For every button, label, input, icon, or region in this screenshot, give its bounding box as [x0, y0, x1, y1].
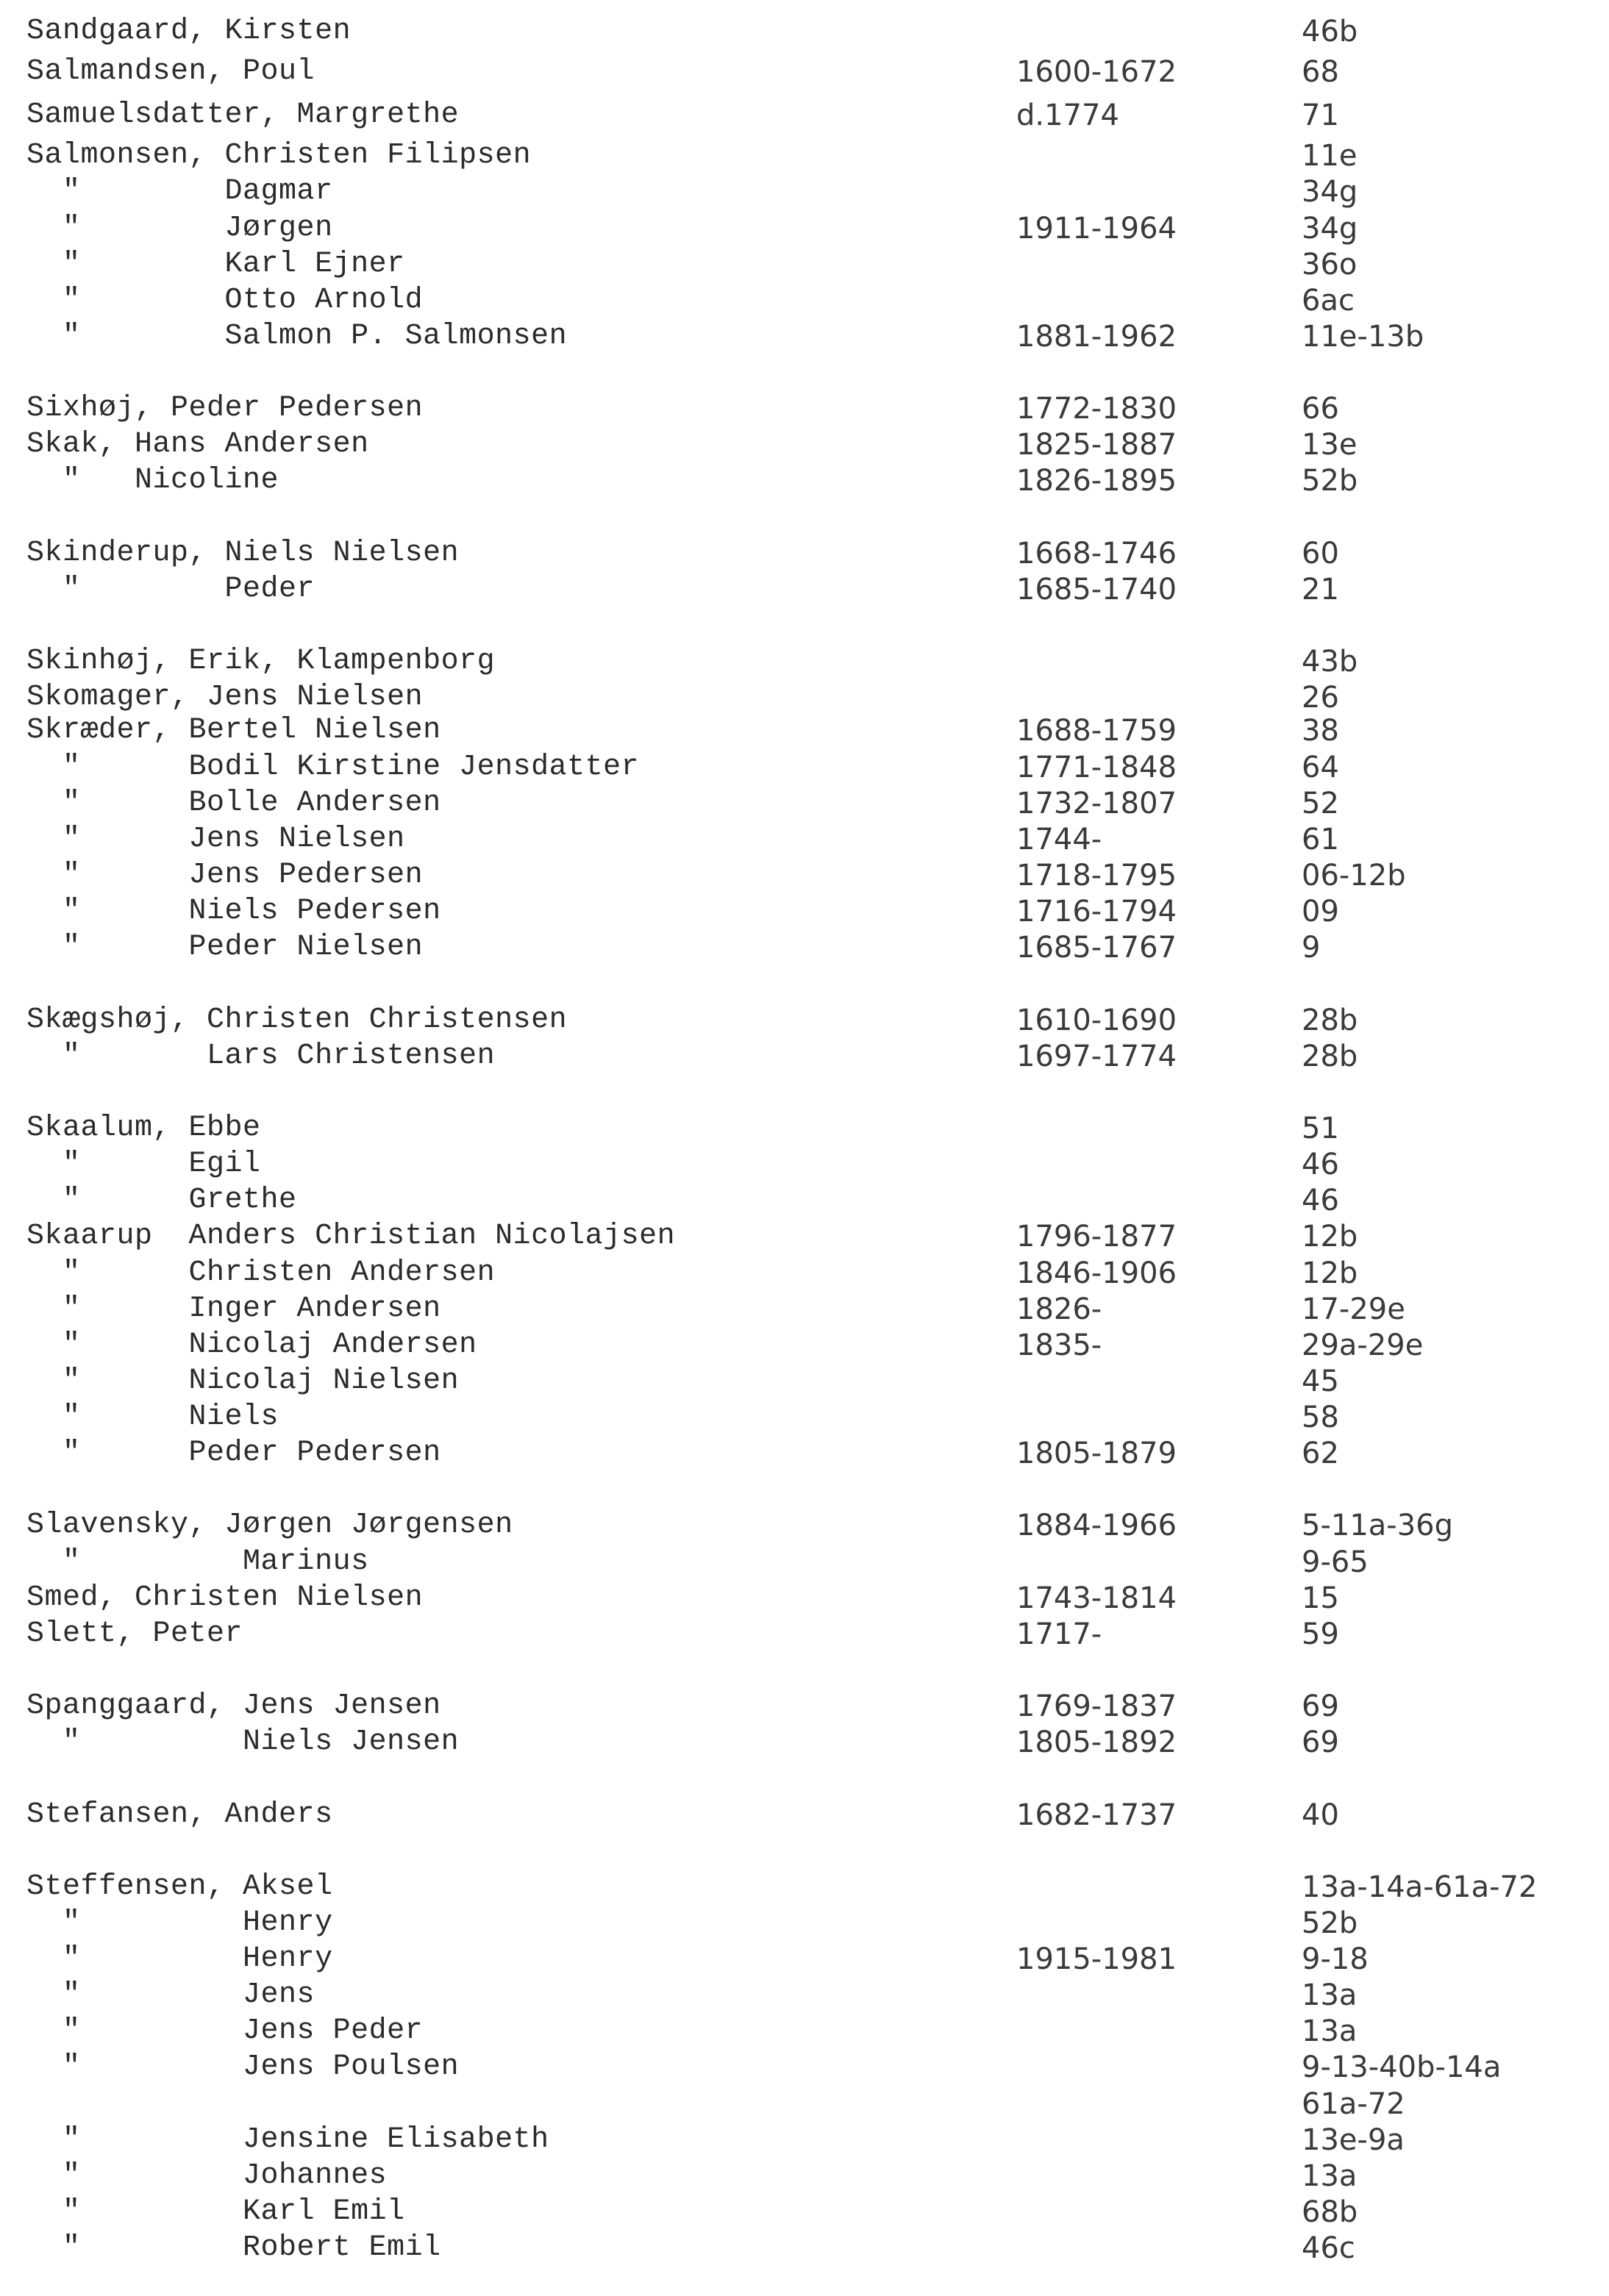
entry-name: " Niels — [26, 1401, 279, 1434]
entry-pages: 61 — [1302, 823, 1339, 856]
entry-pages: 38 — [1302, 714, 1339, 748]
index-row — [0, 1110, 1609, 1147]
entry-pages: 9-65 — [1302, 1545, 1369, 1579]
entry-pages: 17-29e — [1302, 1292, 1405, 1326]
entry-name: " Jensine Elisabeth — [26, 2123, 549, 2156]
entry-pages: 46b — [1302, 15, 1358, 49]
entry-name: " Niels Pedersen — [26, 895, 441, 928]
entry-name: Steffensen, Aksel — [26, 1870, 333, 1903]
index-row — [0, 1941, 1609, 1978]
entry-name: Stefansen, Anders — [26, 1798, 333, 1831]
entry-name: " Peder Pedersen — [26, 1437, 441, 1470]
entry-name: " Marinus — [26, 1545, 369, 1578]
entry-years: 1881-1962 — [1016, 320, 1177, 354]
entry-years: 1668-1746 — [1016, 537, 1177, 571]
entry-name: " Inger Andersen — [26, 1292, 441, 1326]
entry-pages: 29a-29e — [1302, 1328, 1424, 1362]
index-row — [0, 1580, 1609, 1617]
entry-name: " Grethe — [26, 1184, 297, 1217]
entry-pages: 34g — [1302, 175, 1358, 209]
index-row — [0, 1291, 1609, 1328]
entry-pages: 52b — [1302, 464, 1358, 498]
index-row — [0, 2013, 1609, 2050]
entry-name: Skinhøj, Erik, Klampenborg — [26, 645, 496, 678]
entry-name: Skræder, Bertel Nielsen — [26, 714, 441, 747]
entry-name: " Henry — [26, 1942, 333, 1975]
index-row — [0, 13, 1609, 50]
entry-name: Skaalum, Ebbe — [26, 1112, 261, 1145]
index-row — [0, 2049, 1609, 2086]
entry-pages: 68b — [1302, 2195, 1358, 2229]
entry-name: " Johannes — [26, 2159, 388, 2192]
index-row — [0, 785, 1609, 822]
entry-name: " Otto Arnold — [26, 284, 424, 317]
entry-pages: 46 — [1302, 1148, 1339, 1181]
entry-name: " Jens Nielsen — [26, 823, 405, 856]
entry-name: Salmandsen, Poul — [26, 55, 315, 88]
index-row — [0, 137, 1609, 174]
index-row — [0, 1038, 1609, 1075]
entry-pages: 62 — [1302, 1437, 1339, 1470]
entry-name: " Karl Ejner — [26, 248, 405, 281]
entry-name: " Salmon P. Salmonsen — [26, 320, 568, 353]
entry-pages: 9-18 — [1302, 1942, 1369, 1976]
entry-pages: 28b — [1302, 1040, 1358, 1073]
index-row — [0, 679, 1609, 716]
entry-pages: 26 — [1302, 681, 1339, 715]
entry-years: 1697-1774 — [1016, 1040, 1177, 1073]
entry-pages: 68 — [1302, 55, 1339, 89]
entry-pages: 6ac — [1302, 284, 1355, 318]
index-row — [0, 1399, 1609, 1436]
entry-years: 1771-1848 — [1016, 751, 1177, 784]
entry-pages: 9-13-40b-14a — [1302, 2050, 1502, 2084]
entry-pages: 61a-72 — [1302, 2087, 1405, 2121]
entry-years: 1825-1887 — [1016, 428, 1177, 462]
index-row — [0, 1146, 1609, 1183]
entry-pages: 11e-13b — [1302, 320, 1424, 354]
entry-years: 1884-1966 — [1016, 1509, 1177, 1542]
entry-pages: 69 — [1302, 1689, 1339, 1723]
entry-pages: 46c — [1302, 2231, 1355, 2265]
entry-name: Skak, Hans Andersen — [26, 428, 369, 461]
index-row — [0, 643, 1609, 680]
entry-pages: 64 — [1302, 751, 1339, 784]
index-row — [0, 97, 1609, 134]
index-row — [0, 2122, 1609, 2159]
index-row — [0, 929, 1609, 966]
entry-name: " Karl Emil — [26, 2195, 405, 2228]
entry-pages: 13a — [1302, 1978, 1358, 2012]
entry-pages: 45 — [1302, 1365, 1339, 1398]
entry-pages: 12b — [1302, 1256, 1358, 1290]
entry-years: 1743-1814 — [1016, 1581, 1177, 1615]
entry-name: Skomager, Jens Nielsen — [26, 681, 424, 714]
index-row — [0, 1977, 1609, 2014]
entry-years: 1716-1794 — [1016, 895, 1177, 929]
entry-name: " Dagmar — [26, 175, 333, 208]
entry-pages: 5-11a-36g — [1302, 1509, 1454, 1542]
entry-name: Slett, Peter — [26, 1617, 243, 1651]
entry-name: " Lars Christensen — [26, 1040, 496, 1073]
entry-pages: 13e-9a — [1302, 2123, 1405, 2157]
index-row — [0, 426, 1609, 463]
entry-name: " Jens Pedersen — [26, 859, 424, 892]
entry-years: 1911-1964 — [1016, 212, 1177, 246]
entry-name: " Nicolaj Andersen — [26, 1328, 477, 1362]
index-row — [0, 390, 1609, 427]
entry-name: " Peder Nielsen — [26, 931, 424, 964]
entry-years: 1685-1767 — [1016, 931, 1177, 965]
entry-name: Slavensky, Jørgen Jørgensen — [26, 1509, 513, 1542]
entry-years: 1915-1981 — [1016, 1942, 1177, 1976]
entry-pages: 13a-14a-61a-72 — [1302, 1870, 1538, 1904]
entry-years: 1688-1759 — [1016, 714, 1177, 748]
entry-pages: 52b — [1302, 1906, 1358, 1940]
entry-name: " Robert Emil — [26, 2231, 441, 2264]
index-row — [0, 1724, 1609, 1761]
index-row — [0, 210, 1609, 247]
entry-name: " Jens — [26, 1978, 315, 2011]
entry-pages: 43b — [1302, 645, 1358, 679]
entry-years: d.1774 — [1016, 99, 1119, 132]
entry-pages: 15 — [1302, 1581, 1339, 1615]
entry-name: Salmonsen, Christen Filipsen — [26, 139, 532, 172]
entry-name: " Jens Peder — [26, 2014, 424, 2048]
index-row — [0, 1797, 1609, 1834]
entry-years: 1610-1690 — [1016, 1004, 1177, 1037]
index-row — [0, 1182, 1609, 1219]
entry-years: 1826-1895 — [1016, 464, 1177, 498]
index-row — [0, 2158, 1609, 2195]
entry-name: Sixhøj, Peder Pedersen — [26, 392, 424, 425]
entry-pages: 36o — [1302, 248, 1358, 282]
entry-pages: 09 — [1302, 895, 1339, 929]
index-row — [0, 1218, 1609, 1255]
entry-pages: 58 — [1302, 1401, 1339, 1434]
entry-name: " Bolle Andersen — [26, 787, 441, 820]
entry-pages: 71 — [1302, 99, 1339, 132]
entry-pages: 13a — [1302, 2014, 1358, 2048]
index-row — [0, 893, 1609, 930]
entry-years: 1796-1877 — [1016, 1220, 1177, 1253]
index-row — [0, 1327, 1609, 1364]
index-row — [0, 1544, 1609, 1581]
entry-years: 1685-1740 — [1016, 573, 1177, 607]
entry-pages: 60 — [1302, 537, 1339, 571]
index-row — [0, 712, 1609, 749]
entry-pages: 21 — [1302, 573, 1339, 607]
entry-name: " Henry — [26, 1906, 333, 1939]
entry-name: " Bodil Kirstine Jensdatter — [26, 751, 640, 784]
index-row — [0, 2086, 1609, 2122]
entry-pages: 11e — [1302, 139, 1358, 173]
index-row — [0, 1688, 1609, 1725]
entry-name: " Egil — [26, 1148, 261, 1181]
entry-name: " Nicolaj Nielsen — [26, 1365, 460, 1398]
entry-pages: 46 — [1302, 1184, 1339, 1217]
entry-years: 1805-1879 — [1016, 1437, 1177, 1470]
entry-years: 1826- — [1016, 1292, 1102, 1326]
index-row — [0, 749, 1609, 786]
index-row — [0, 1869, 1609, 1906]
entry-years: 1732-1807 — [1016, 787, 1177, 820]
index-row — [0, 174, 1609, 210]
entry-years: 1600-1672 — [1016, 55, 1177, 89]
index-row — [0, 571, 1609, 608]
entry-name: " Jens Poulsen — [26, 2050, 460, 2084]
entry-pages: 69 — [1302, 1725, 1339, 1759]
entry-pages: 9 — [1302, 931, 1321, 965]
index-row — [0, 1507, 1609, 1544]
entry-name: " Niels Jensen — [26, 1725, 460, 1759]
index-row — [0, 2230, 1609, 2267]
entry-years: 1846-1906 — [1016, 1256, 1177, 1290]
index-row — [0, 462, 1609, 499]
index-row — [0, 1616, 1609, 1653]
index-row — [0, 1435, 1609, 1472]
index-row — [0, 246, 1609, 283]
entry-years: 1682-1737 — [1016, 1798, 1177, 1832]
entry-name: Skinderup, Niels Nielsen — [26, 537, 460, 570]
entry-name: " Jørgen — [26, 212, 333, 245]
index-row — [0, 1905, 1609, 1942]
entry-years: 1717- — [1016, 1617, 1102, 1651]
entry-pages: 28b — [1302, 1004, 1358, 1037]
entry-years: 1835- — [1016, 1328, 1102, 1362]
entry-name: Smed, Christen Nielsen — [26, 1581, 424, 1614]
entry-years: 1718-1795 — [1016, 859, 1177, 893]
index-row — [0, 54, 1609, 90]
entry-years: 1769-1837 — [1016, 1689, 1177, 1723]
entry-name: " Christen Andersen — [26, 1256, 496, 1290]
entry-name: " Peder — [26, 573, 315, 606]
entry-pages: 12b — [1302, 1220, 1358, 1253]
index-row — [0, 1255, 1609, 1292]
index-row — [0, 282, 1609, 319]
entry-pages: 06-12b — [1302, 859, 1406, 893]
index-row — [0, 2194, 1609, 2231]
entry-pages: 13a — [1302, 2159, 1358, 2193]
entry-pages: 13e — [1302, 428, 1358, 462]
entry-name: Spanggaard, Jens Jensen — [26, 1689, 441, 1723]
entry-pages: 66 — [1302, 392, 1339, 426]
entry-pages: 34g — [1302, 212, 1358, 246]
entry-years: 1744- — [1016, 823, 1102, 856]
entry-pages: 52 — [1302, 787, 1339, 820]
index-row — [0, 1363, 1609, 1400]
entry-name: Skægshøj, Christen Christensen — [26, 1004, 568, 1037]
entry-name: " Nicoline — [26, 464, 279, 497]
entry-name: Samuelsdatter, Margrethe — [26, 99, 460, 132]
index-row — [0, 821, 1609, 858]
entry-name: Skaarup Anders Christian Nicolajsen — [26, 1220, 676, 1253]
index-row — [0, 857, 1609, 894]
entry-years: 1772-1830 — [1016, 392, 1177, 426]
entry-name: Sandgaard, Kirsten — [26, 15, 352, 48]
entry-pages: 59 — [1302, 1617, 1339, 1651]
entry-pages: 40 — [1302, 1798, 1339, 1832]
index-row — [0, 535, 1609, 572]
index-row — [0, 318, 1609, 355]
entry-years: 1805-1892 — [1016, 1725, 1177, 1759]
entry-pages: 51 — [1302, 1112, 1339, 1145]
index-row — [0, 1002, 1609, 1039]
